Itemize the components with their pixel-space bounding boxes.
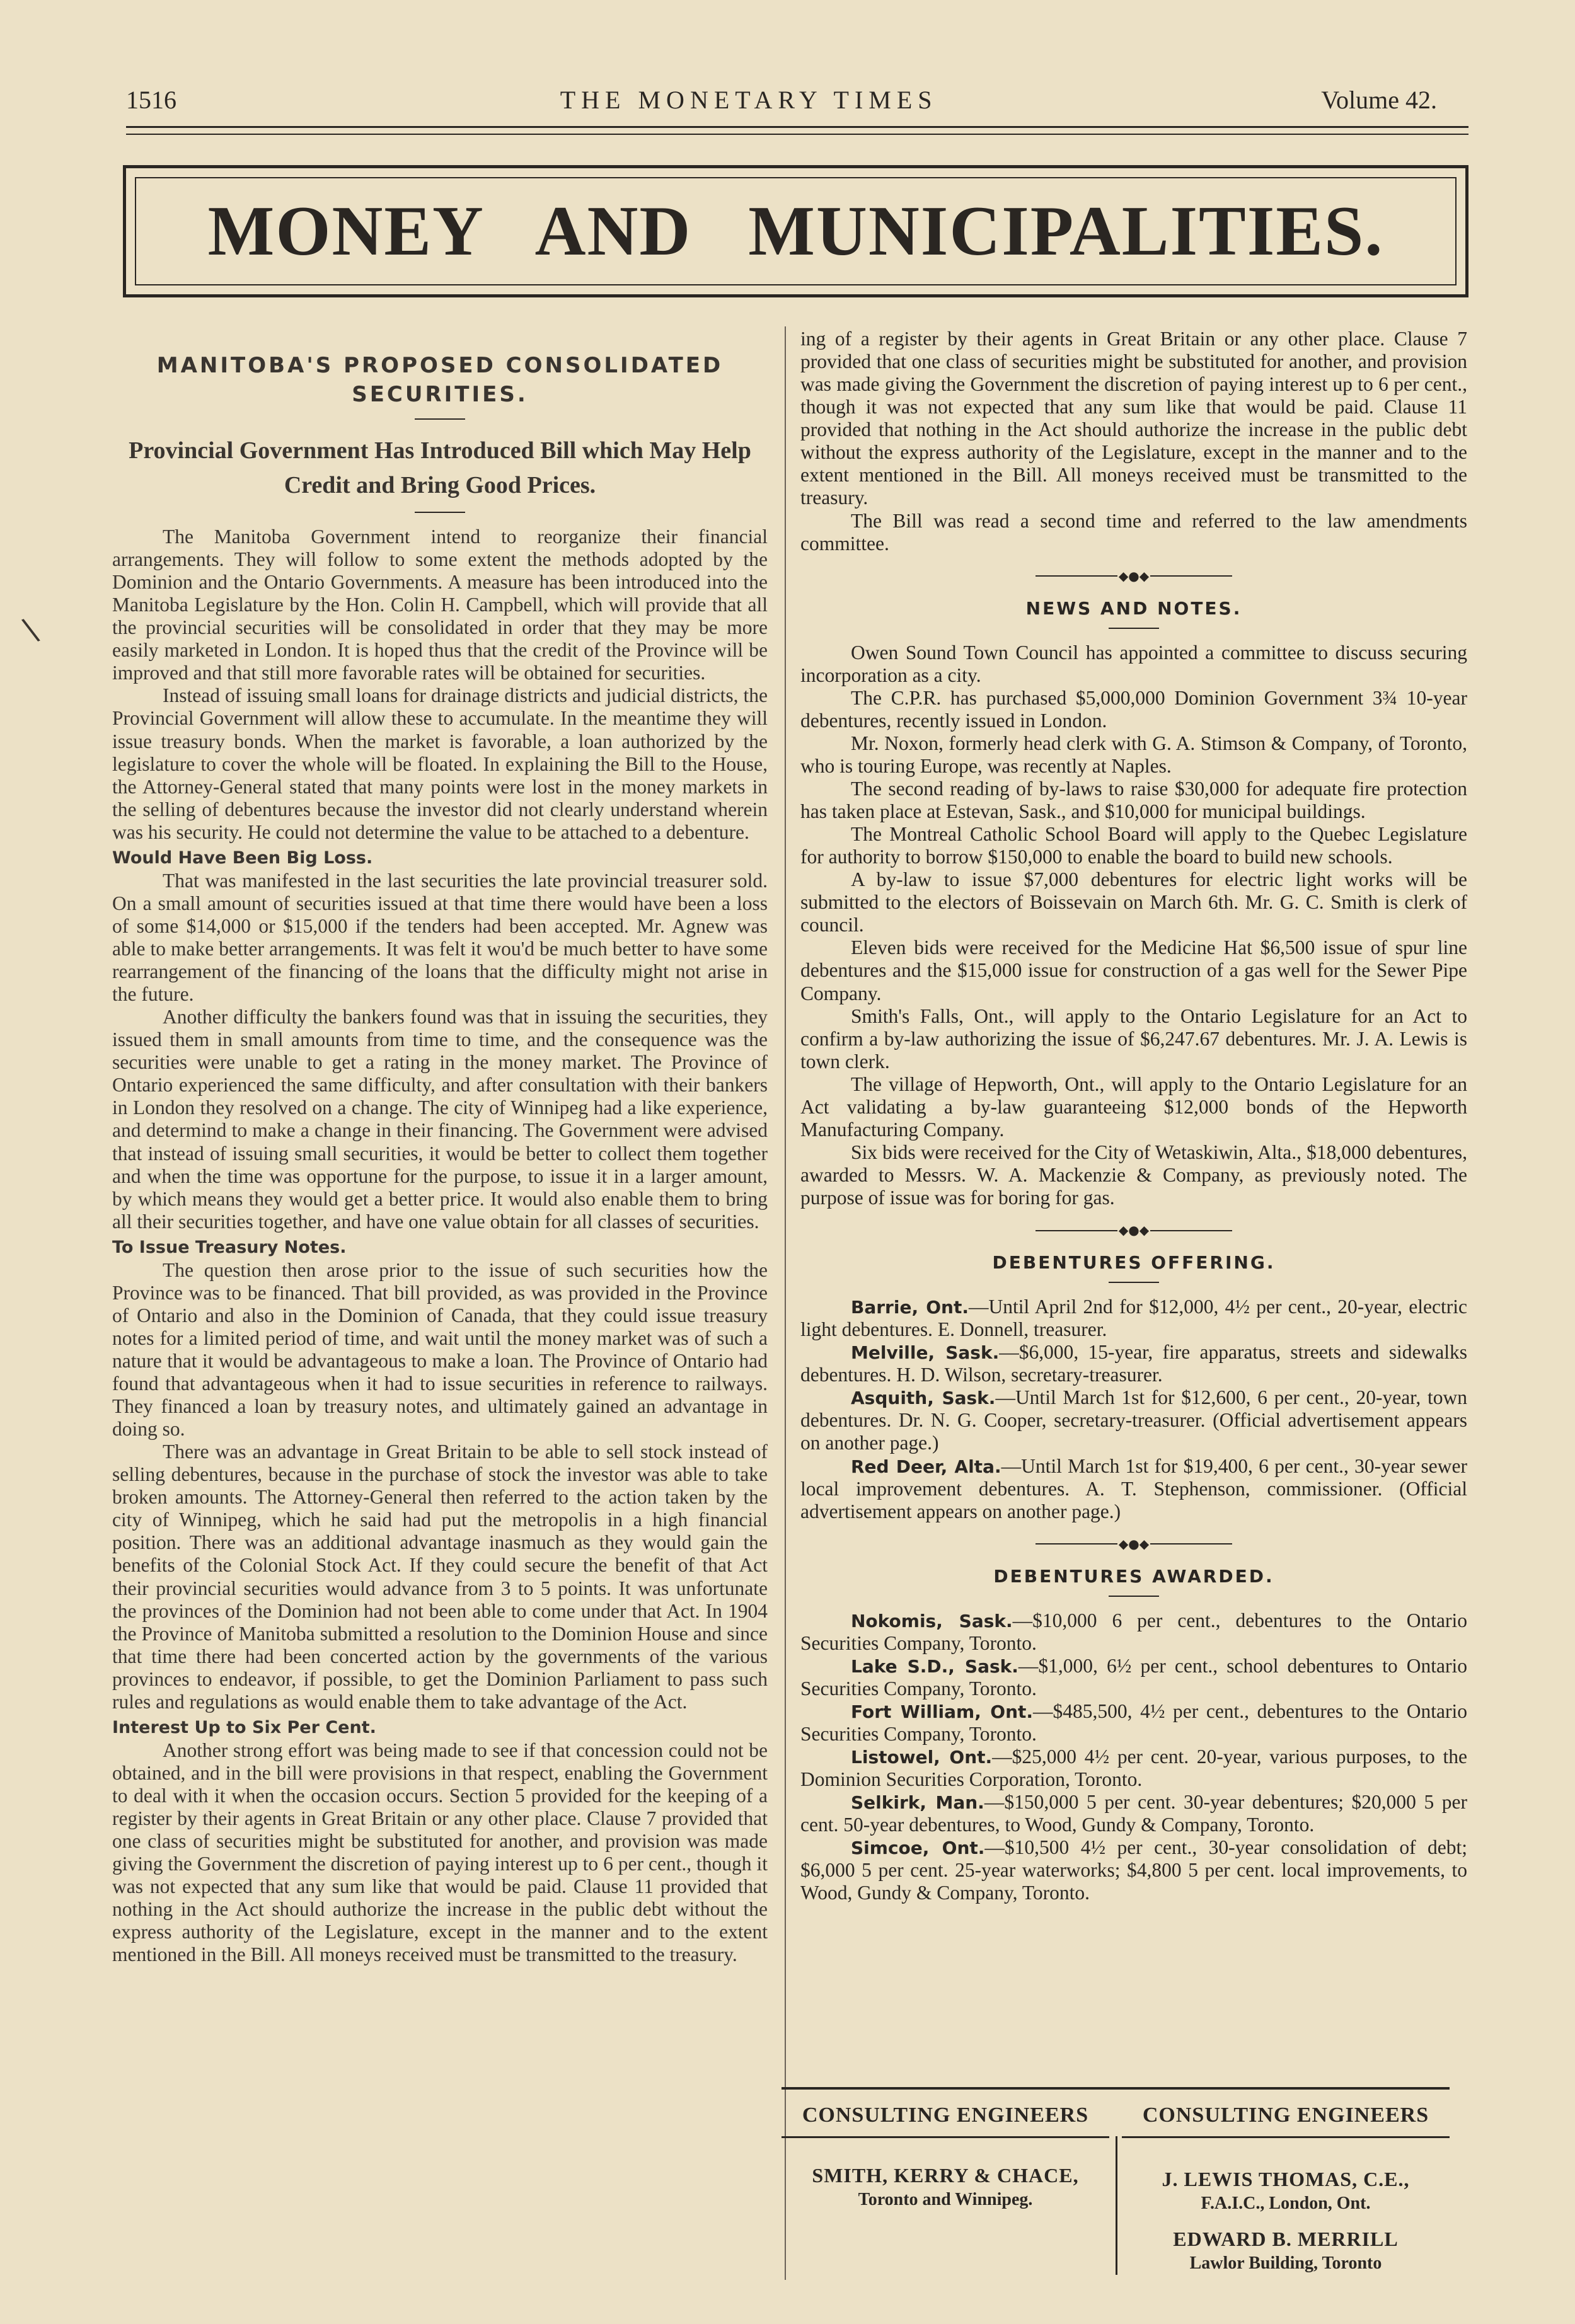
news-item: The village of Hepworth, Ont., will apply to the Ontario Legislature for an Act validating a by-law guaranteeing $12,000 bonds of the Hepworth Manufacturing Company. (800, 1073, 1467, 1141)
ad-divider (1116, 2136, 1117, 2275)
section-heading: Would Have Been Big Loss. (112, 848, 373, 868)
ornament-divider: ◆●◆ (800, 1537, 1467, 1551)
article-headline: MANITOBA'S PROPOSED CONSOLIDATED SECURITIES. (156, 353, 724, 407)
volume-label: Volume 42. (1321, 85, 1437, 114)
offering-text: —$6,000, 15-year, fire apparatus, streets and sidewalks debentures. H. D. Wilson, secretary-treasurer. (800, 1341, 1467, 1386)
article-paragraph: There was an advantage in Great Britain to be able to sell stock instead of selling debentures, because in the purchase of stock the investor was able to take broken amounts. The Attorney-General then referred to the action taken by the city of Winnipeg, which he said had put the metropolis in a high financial position. There was an additional advantage inasmuch as they would gain the benefits of the Colonial Stock Act. If they could secure the benefit of that Act their provincial securities would advance from 3 to 5 points. It was unfortunate the provinces of the Dominion had not been able to come under that Act. In 1904 the Province of Manitoba submitted a resolution to the Dominion House and since that time there had been concerted action by the governments of the various provinces to endeavor, if possible, to get the Dominion Parliament to pass such rules and regulations as would enable them to take advantage of the Act. (112, 1441, 768, 1713)
article-paragraph: The Manitoba Government intend to reorganize their financial arrangements. They will follow to some extent the methods adopted by the Dominion and the Ontario Governments. A measure has been introduced into the Manitoba Legislature by the Hon. Colin H. Campbell, which will provide that all the provincial securities will be consolidated in order that they may be more easily marketed in London. It is hoped thus that the credit of the Province will be improved and that still more favorable rates will be obtained for securities. (112, 525, 768, 684)
ad-location: Lawlor Building, Toronto (1189, 2253, 1382, 2273)
awarded-place: Simcoe, Ont. (851, 1838, 985, 1859)
article-paragraph: The question then arose prior to the issue of such securities how the Province was to be financed. That bill provided, as was provided in the Province of Ontario and also in the Dominion of Canada, that they could issue treasury notes for a limited period of time, and wait until the money market was of such a nature that it would be advantageous to make a loan. The Province of Ontario had found that advantageous when it had to issue securities in reference to railways. They financed a loan by treasury notes, and ultimately gained an advantage in doing so. (112, 1258, 768, 1441)
awarded-item (800, 1791, 1467, 1836)
awarded-text: —$10,500 4½ per cent., 30-year consolidation of debt; $6,000 5 per cent. 25-year waterworks; $4,800 5 per cent. local improvements, to Wood, Gundy & Company, Toronto. (800, 1836, 1467, 1904)
advertisements (782, 2087, 1450, 2279)
ad-firm: EDWARD B. MERRILL (1173, 2228, 1399, 2250)
ad-firm: J. LEWIS THOMAS, C.E., (1162, 2168, 1410, 2190)
header-rule-thin (126, 134, 1468, 135)
offering-item (800, 1455, 1467, 1523)
awarded-item (800, 1655, 1467, 1700)
offering-title: DEBENTURES OFFERING. (992, 1252, 1276, 1274)
header-rule (126, 126, 1468, 128)
margin-mark: \ (19, 610, 42, 649)
awarded-place: Fort William, Ont. (851, 1701, 1034, 1722)
ad-heading: CONSULTING ENGINEERS (802, 2103, 1089, 2127)
offering-text: —Until March 1st for $19,400, 6 per cent., 30-year sewer local improvement debentures. A. T. Stephenson, commissioner. (Official advertisement appears on another page.) (800, 1454, 1467, 1522)
ad-thomas-merrill (1122, 2090, 1450, 2279)
article-paragraph: The Bill was read a second time and referred to the law amendments committee. (800, 509, 1467, 555)
offering-item (800, 1341, 1467, 1386)
awarded-place: Listowel, Ont. (851, 1747, 993, 1768)
offering-item (800, 1296, 1467, 1341)
ad-rule (782, 2136, 1109, 2138)
awarded-item (800, 1836, 1467, 1904)
ad-smith-kerry-chace (782, 2090, 1109, 2279)
column-divider (785, 326, 786, 2280)
offering-place: Red Deer, Alta. (851, 1456, 1001, 1477)
awarded-text: —$10,000 6 per cent., debentures to the Ontario Securities Company, Toronto. (800, 1609, 1467, 1654)
running-head (126, 74, 1437, 125)
left-column (112, 328, 768, 2275)
section-heading: To Issue Treasury Notes. (112, 1237, 347, 1257)
news-item: Owen Sound Town Council has appointed a committee to discuss securing incorporation as a city. (800, 641, 1467, 686)
news-item: The second reading of by-laws to raise $30,000 for adequate fire protection has taken place at Estevan, Sask., and $10,000 for municipal buildings. (800, 777, 1467, 822)
ad-rule (1122, 2136, 1450, 2138)
awarded-place: Lake S.D., Sask. (851, 1655, 1018, 1677)
awarded-place: Selkirk, Man. (851, 1792, 984, 1814)
news-item: Eleven bids were received for the Medicine Hat $6,500 issue of spur line debentures and the $15,000 issue for construction of a gas well for the Sewer Pipe Company. (800, 936, 1467, 1004)
awarded-item (800, 1746, 1467, 1791)
awarded-item (800, 1700, 1467, 1746)
section-heading: Interest Up to Six Per Cent. (112, 1717, 376, 1737)
news-item: The Montreal Catholic School Board will apply to the Quebec Legislature for authority to borrow $150,000 to enable the board to build new schools. (800, 823, 1467, 868)
section-banner (123, 165, 1468, 297)
short-rule (1109, 1282, 1159, 1283)
offering-text: —Until April 2nd for $12,000, 4½ per cent., 20-year, electric light debentures. E. Donnell, treasurer. (800, 1296, 1467, 1341)
article-subhead: Provincial Government Has Introduced Bill which May Help Credit and Bring Good Prices. (129, 437, 751, 498)
news-item: The C.P.R. has purchased $5,000,000 Dominion Government 3¾ 10-year debentures, recently issued in London. (800, 686, 1467, 732)
article-paragraph: That was manifested in the last securities the late provincial treasurer sold. On a small amount of securities issued at that time there would have been a loss of some $14,000 or $15,000 if the tenders had been accepted. Mr. Agnew was able to make better arrangements. It was felt it wou'd be much better to have some rearrangement of the financing of the loans that the difficulty might not arise in the future. (112, 869, 768, 1006)
ornament-divider: ◆●◆ (800, 569, 1467, 584)
ornament-divider: ◆●◆ (800, 1223, 1467, 1238)
short-rule (1109, 628, 1159, 629)
awarded-text: —$25,000 4½ per cent. 20-year, various purposes, to the Dominion Securities Corporation, Toronto. (800, 1746, 1467, 1791)
awarded-text: —$150,000 5 per cent. 30-year debentures; $20,000 5 per cent. 50-year debentures, to Wood, Gundy & Company, Toronto. (800, 1791, 1467, 1836)
page-number: 1516 (126, 85, 176, 114)
article-paragraph: Another difficulty the bankers found was that in issuing the securities, they issued them in small amounts from time to time, and the consequence was the securities were unable to get a rating in the money market. The Province of Ontario experienced the same difficulty, and after consultation with their bankers in London they resolved on a change. The city of Winnipeg had a like experience, and determind to make a change in their financing. The Government were advised that instead of issuing small securities, it would be better to collect them together and when the time was opportune for the purpose, to issue it in a larger amount, by which means they would get a better price. It would also enable them to bring all their securities together, and have one value obtain for all classes of securities. (112, 1006, 768, 1233)
awarded-text: —$1,000, 6½ per cent., school debentures to Ontario Securities Company, Toronto. (800, 1654, 1467, 1700)
article-continuation (800, 328, 1467, 510)
article-paragraph: Instead of issuing small loans for drainage districts and judicial districts, the Provincial Government will allow these to accumulate. In the meantime they will issue treasury bonds. When the market is favorable, a loan authorized by the legislature to cover the whole will be floated. In explaining the Bill to the House, the Attorney-General stated that many points were lost in the money markets in the selling of debentures because the investor did not clearly understand wherein was his security. He could not determine the value to be attached to a debenture. (112, 684, 768, 843)
offering-place: Asquith, Sask. (851, 1388, 996, 1409)
right-column (800, 328, 1467, 2061)
short-rule (415, 512, 465, 513)
ad-firm: SMITH, KERRY & CHACE, (812, 2164, 1079, 2187)
continued-text: ing of a register by their agents in Great Britain or any other place. Clause 7 provided that one class of securities might be substituted for another, and provision was made giving the Government the discretion of paying interest up to 6 per cent., though it was not expected that any sum like that would be paid. Clause 11 provided that nothing in the Act should authorize the increase in the public debt without the express authority of the Legislature, except in the manner and to the extent mentioned in the Bill. All moneys received must be transmitted to the treasury. (800, 328, 1467, 509)
offering-text: —Until March 1st for $12,600, 6 per cent., 20-year, town debentures. Dr. N. G. Cooper, secretary-treasurer. (Official advertisement appears on another page.) (800, 1386, 1467, 1454)
awarded-title: DEBENTURES AWARDED. (993, 1565, 1274, 1587)
awarded-text: —$485,500, 4½ per cent., debentures to the Ontario Securities Company, Toronto. (800, 1700, 1467, 1745)
news-item: Six bids were received for the City of Wetaskiwin, Alta., $18,000 debentures, awarded to Messrs. W. A. Mackenzie & Company, as previously noted. The purpose of issue was for boring for gas. (800, 1141, 1467, 1209)
short-rule (1109, 1596, 1159, 1597)
awarded-item (800, 1609, 1467, 1655)
article-paragraph: Another strong effort was being made to see if that concession could not be obtained, and in the bill were provisions in that respect, enabling the Government to deal with it when the occasion occurs. Section 5 provided for the keeping of a register by their agents in Great Britain or any other place. Clause 7 provided that one class of securities might be substituted for another, and provision was made giving the Government the discretion of paying interest up to 6 per cent., though it was not expected that any sum like that would be paid. Clause 11 provided that nothing in the Act should authorize the increase in the public debt without the express authority of the Legislature, except in the manner and to the extent mentioned in the Bill. All moneys received must be transmitted to the treasury. (112, 1739, 768, 1966)
news-item: Mr. Noxon, formerly head clerk with G. A. Stimson & Company, of Toronto, who is touring Europe, was recently at Naples. (800, 732, 1467, 777)
short-rule (415, 418, 465, 420)
news-item: A by-law to issue $7,000 debentures for electric light works will be submitted to the electors of Boissevain on March 6th. Mr. G. C. Smith is clerk of council. (800, 868, 1467, 936)
ad-location: F.A.I.C., London, Ont. (1201, 2194, 1371, 2213)
offering-place: Barrie, Ont. (851, 1297, 969, 1318)
awarded-place: Nokomis, Sask. (851, 1610, 1013, 1631)
ad-heading: CONSULTING ENGINEERS (1142, 2103, 1429, 2127)
offering-item (800, 1386, 1467, 1454)
news-title: NEWS AND NOTES. (1025, 597, 1242, 619)
offering-place: Melville, Sask. (851, 1342, 1000, 1364)
news-item: Smith's Falls, Ont., will apply to the Ontario Legislature for an Act to confirm a by-law authorizing the issue of $6,247.67 debentures. Mr. J. A. Lewis is town clerk. (800, 1004, 1467, 1073)
publication-name: THE MONETARY TIMES (560, 85, 938, 114)
ad-location: Toronto and Winnipeg. (858, 2190, 1033, 2209)
banner-title: MONEY AND MUNICIPALITIES. (135, 177, 1457, 285)
